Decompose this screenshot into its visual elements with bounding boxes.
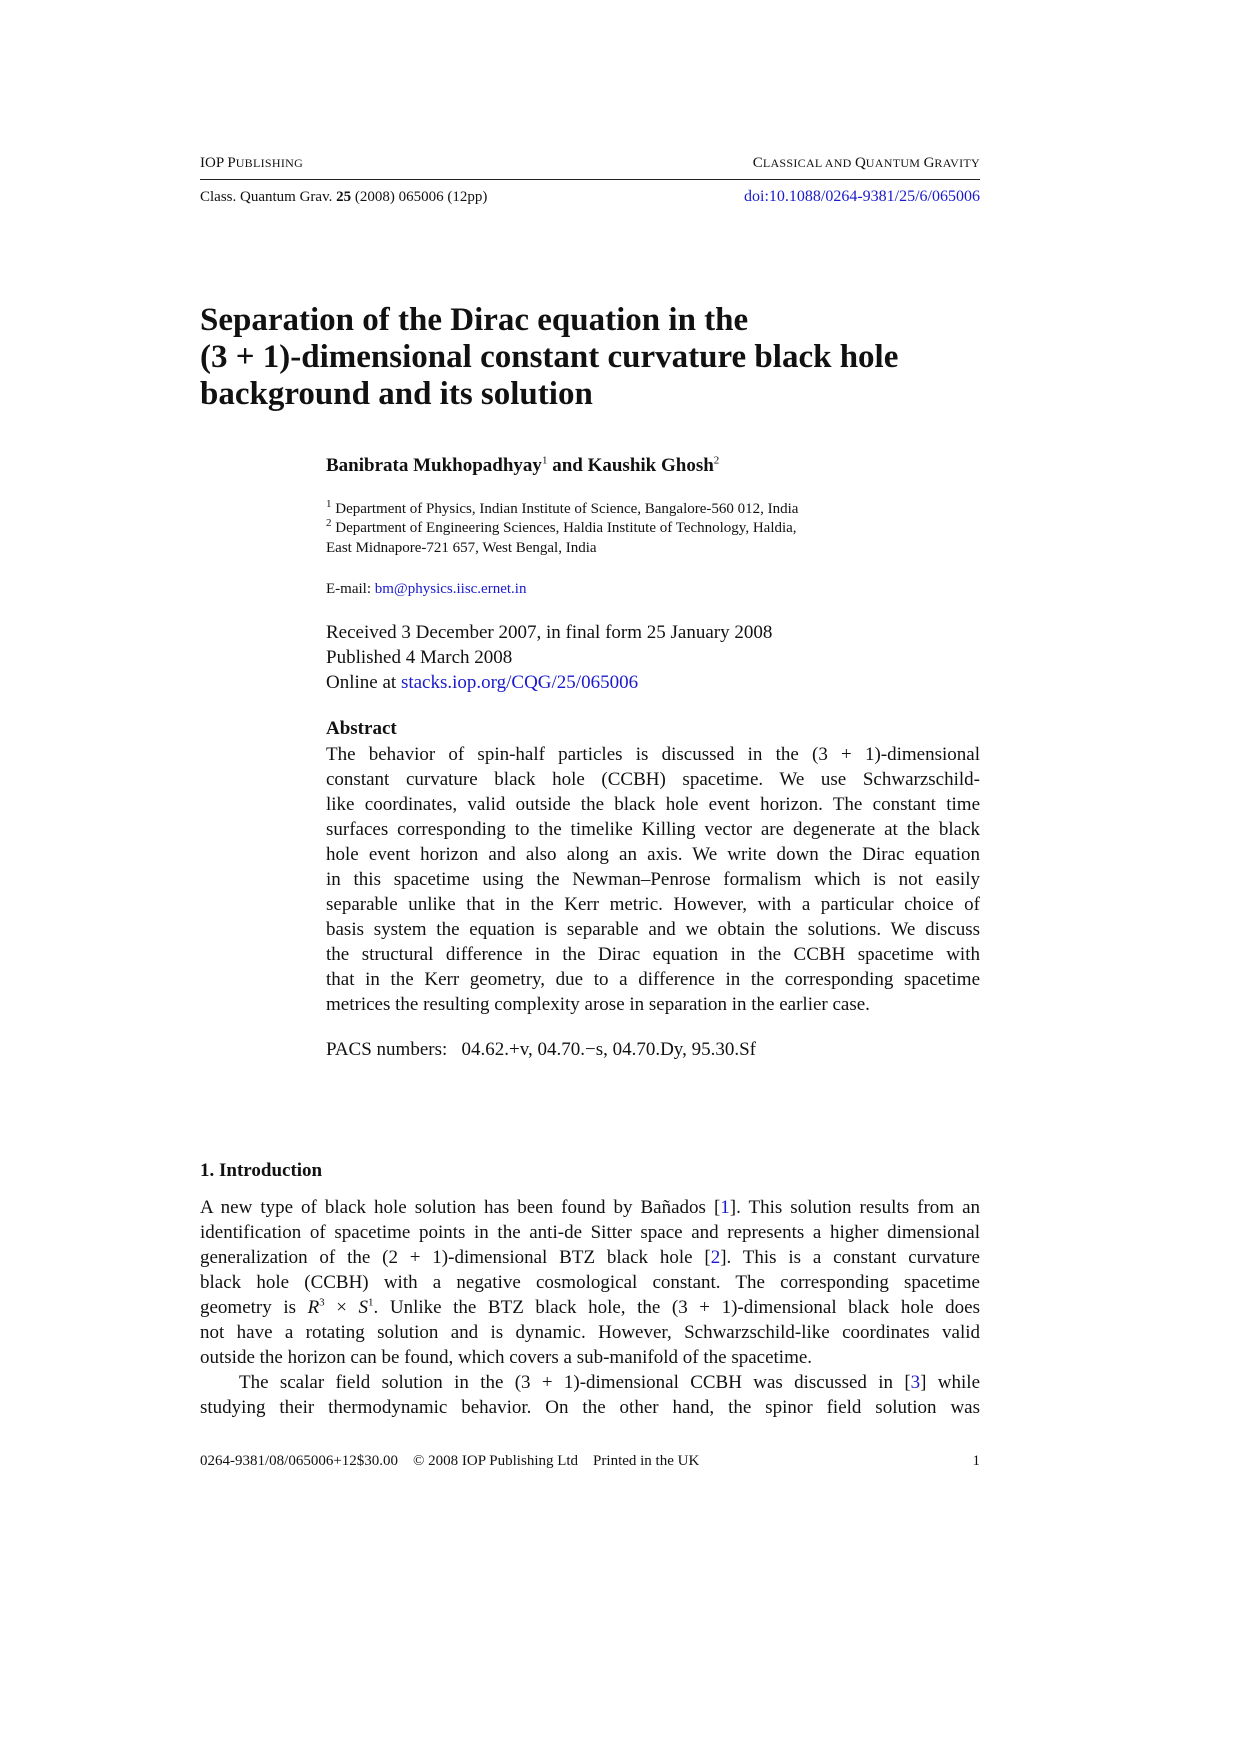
abstract-heading: Abstract	[326, 718, 397, 739]
affiliation-1	[326, 500, 798, 519]
section-heading-introduction: 1. Introduction	[200, 1160, 323, 1181]
email-line	[326, 580, 526, 599]
math-symbol: S	[358, 1297, 369, 1318]
abstract-line: separable unlike that in the Kerr metric. However, with a particular choice of	[326, 894, 980, 915]
paragraph-line: studying their thermodynamic behavior. On the other hand, the spinor field solution was	[200, 1397, 980, 1418]
math-symbol: R	[307, 1297, 320, 1318]
affiliation-2-line-2: East Midnapore-721 657, West Bengal, India	[326, 540, 597, 556]
text-run: generalization of the (2 + 1)-dimensional BTZ black hole [	[200, 1247, 711, 1268]
paragraph-line: outside the horizon can be found, which covers a sub-manifold of the spacetime.	[200, 1347, 813, 1368]
journal-name	[753, 155, 980, 172]
math-superscript: 3	[319, 1296, 325, 1309]
paragraph-line: identification of spacetime points in the anti-de Sitter space and represents a higher dimensional	[200, 1222, 980, 1243]
journal-uantum: UANTUM	[865, 156, 924, 170]
paragraph-line	[200, 1370, 980, 1395]
email-link[interactable]: bm@physics.iisc.ernet.in	[374, 581, 527, 597]
text-run: The scalar field solution in the (3 + 1)-dimensional CCBH was discussed in [	[239, 1372, 911, 1393]
online-label: Online at	[326, 672, 401, 693]
text-run: geometry is	[200, 1297, 308, 1318]
received-date: Received 3 December 2007, in final form 25 January 2008	[326, 622, 773, 643]
publisher-iop: IOP	[200, 155, 224, 171]
journal-q: Q	[854, 155, 866, 171]
reference-link-3[interactable]: 3	[910, 1372, 921, 1393]
affiliation-1-text: Department of Physics, Indian Institute of Science, Bangalore-560 012, India	[331, 501, 799, 517]
published-date: Published 4 March 2008	[326, 647, 513, 668]
journal-ravity: RAVITY	[934, 156, 980, 170]
header-rule	[200, 179, 980, 180]
footer-copyright: 0264-9381/08/065006+12$30.00 © 2008 IOP Publishing Ltd Printed in the UK	[200, 1453, 700, 1469]
paragraph-line: black hole (CCBH) with a negative cosmological constant. The corresponding spacetime	[200, 1272, 980, 1293]
paragraph-line	[200, 1295, 980, 1320]
authors	[326, 455, 719, 477]
author-2-affil: 2	[713, 454, 720, 467]
affiliation-2	[326, 519, 797, 538]
email-label: E-mail:	[326, 581, 375, 597]
title-line-3: background and its solution	[200, 376, 593, 412]
intro-paragraph-2	[200, 1370, 980, 1420]
abstract-line: like coordinates, valid outside the black hole event horizon. The constant time	[326, 794, 980, 815]
math-operator: ×	[324, 1297, 359, 1318]
pacs-numbers: PACS numbers: 04.62.+v, 04.70.−s, 04.70.Dy, 95.30.Sf	[326, 1039, 756, 1060]
text-run: ]. This is a constant curvature	[720, 1247, 980, 1268]
page-number: 1	[972, 1453, 980, 1469]
paragraph-line: not have a rotating solution and is dynamic. However, Schwarzschild-like coordinates valid	[200, 1322, 980, 1343]
doi-text[interactable]: doi:10.1088/0264-9381/25/6/065006	[744, 188, 980, 205]
math-superscript: 1	[368, 1296, 374, 1309]
author-1: Banibrata Mukhopadhyay	[326, 455, 542, 476]
abstract-line: The behavior of spin-half particles is discussed in the (3 + 1)-dimensional	[326, 744, 980, 765]
citation-volume: 25	[336, 189, 352, 205]
abstract-line: metrices the resulting complexity arose in separation in the earlier case.	[326, 994, 870, 1015]
reference-link-2[interactable]: 2	[710, 1247, 721, 1268]
abstract-line: the structural difference in the Dirac equation in the CCBH spacetime with	[326, 944, 980, 965]
author-2: Kaushik Ghosh	[587, 455, 714, 476]
title-line-1: Separation of the Dirac equation in the	[200, 302, 749, 338]
journal-g: G	[923, 155, 935, 171]
abstract-line: constant curvature black hole (CCBH) spacetime. We use Schwarzschild-	[326, 769, 980, 790]
text-run: A new type of black hole solution has been found by Bañados [	[200, 1197, 721, 1218]
paragraph-line	[200, 1195, 980, 1220]
abstract-line: in this spacetime using the Newman–Penrose formalism which is not easily	[326, 869, 980, 890]
abstract-line: that in the Kerr geometry, due to a difference in the corresponding spacetime	[326, 969, 980, 990]
text-run: ]. This solution results from an	[729, 1197, 981, 1218]
publisher-rest: UBLISHING	[235, 156, 304, 170]
affiliation-2-text: Department of Engineering Sciences, Haldia Institute of Technology, Haldia,	[331, 520, 797, 536]
doi-link[interactable]	[744, 188, 980, 206]
online-link[interactable]: stacks.iop.org/CQG/25/065006	[400, 672, 639, 693]
author-and: and	[547, 455, 588, 476]
abstract-line: basis system the equation is separable and we obtain the solutions. We discuss	[326, 919, 980, 940]
abstract-body	[326, 742, 980, 1017]
reference-link-1[interactable]: 1	[720, 1197, 730, 1218]
publisher-p: P	[227, 155, 236, 171]
paper-title	[200, 302, 980, 413]
citation-prefix: Class. Quantum Grav.	[200, 189, 337, 205]
text-run: ] while	[920, 1372, 981, 1393]
title-line-2: (3 + 1)-dimensional constant curvature black hole	[200, 339, 899, 375]
page-footer	[200, 1453, 980, 1470]
abstract-line: hole event horizon and also along an axis. We write down the Dirac equation	[326, 844, 980, 865]
affiliation-1-marker: 1	[326, 498, 332, 510]
author-1-affil: 1	[541, 454, 548, 467]
intro-paragraph-1	[200, 1195, 980, 1370]
publisher-name	[200, 155, 303, 172]
citation	[200, 189, 487, 206]
journal-lassical: LASSICAL AND	[762, 156, 855, 170]
paragraph-line	[200, 1245, 980, 1270]
citation-suffix: (2008) 065006 (12pp)	[351, 189, 488, 205]
journal-c: C	[752, 155, 763, 171]
affiliation-2-marker: 2	[326, 517, 332, 529]
text-run: . Unlike the BTZ black hole, the (3 + 1)-dimensional black hole does	[373, 1297, 980, 1318]
online-line	[326, 670, 638, 695]
abstract-line: surfaces corresponding to the timelike Killing vector are degenerate at the black	[326, 819, 980, 840]
